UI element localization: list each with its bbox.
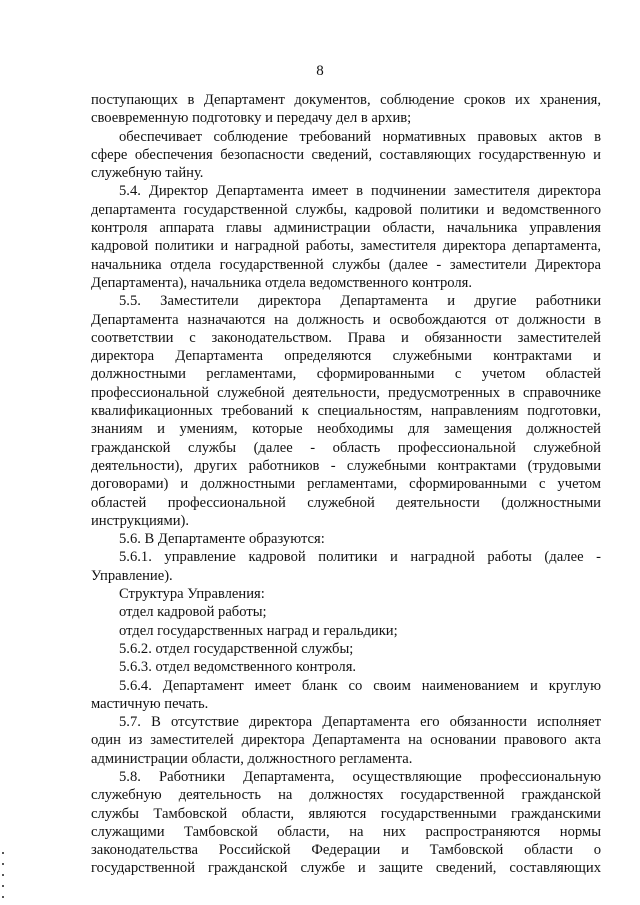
text-line: областей профессиональной служебной деятельности (должностными — [91, 494, 601, 511]
text-line: контроля аппарата главы администрации области, начальника управления — [91, 220, 601, 237]
text-line: должностными регламентами, сформированными с учетом областей — [91, 366, 601, 383]
text-line: 5.4. Директор Департамента имеет в подчинении заместителя директора — [119, 183, 601, 200]
text-line: Департамента), начальника отдела ведомственного контроля. — [91, 274, 472, 291]
text-line: законодательства Российской Федерации и Тамбовской области о — [91, 842, 601, 859]
text-line: гражданской службы (далее - область профессиональной служебной — [91, 439, 601, 456]
text-line: деятельности), других работников - служебными контрактами (трудовыми — [91, 457, 601, 474]
text-line: Управление). — [91, 567, 173, 584]
text-line: Структура Управления: — [119, 586, 265, 603]
text-line: профессиональной служебной деятельности, предусмотренных в справочнике — [91, 384, 601, 401]
text-line: 5.6.1. управление кадровой политики и наградной работы (далее - — [119, 549, 601, 566]
text-line: 5.5. Заместители директора Департамента и другие работники — [119, 293, 601, 310]
text-line: департамента государственной службы, кадровой политики и ведомственного — [91, 201, 601, 218]
scan-margin-marks — [2, 852, 6, 902]
text-line: поступающих в Департамент документов, соблюдение сроков их хранения, — [91, 92, 601, 108]
text-line: служащими Тамбовской области, на них распространяются нормы — [91, 823, 601, 840]
text-line: квалификационных требований к специальностям, направлениям подготовки, — [91, 403, 601, 420]
text-line: договорами) и должностными регламентами, сформированными с учетом — [91, 476, 601, 493]
text-line: 5.7. В отсутствие директора Департамента его обязанности исполняет — [119, 714, 601, 731]
text-line: обеспечивает соблюдение требований нормативных правовых актов в — [119, 128, 601, 145]
text-line: инструкциями). — [91, 512, 190, 529]
text-line: мастичную печать. — [91, 695, 209, 712]
text-line: директора Департамента определяются служебными контрактами и — [91, 348, 601, 365]
text-line: 5.6. В Департаменте образуются: — [119, 531, 325, 548]
text-line: кадровой политики и наградной работы, заместителя директора департамента, — [91, 238, 601, 255]
page-number: 8 — [316, 63, 324, 79]
text-line: отдел государственных наград и геральдики; — [119, 622, 398, 639]
text-line: 5.8. Работники Департамента, осуществляющие профессиональную — [119, 768, 601, 785]
text-line: Департамента назначаются на должность и освобождаются от должности в — [91, 311, 601, 328]
text-line: знаниям и умениям, которые необходимы для замещения должностей — [91, 421, 601, 438]
text-line: начальника отдела государственной службы (далее - заместители Директора — [91, 256, 601, 273]
text-line: 5.6.3. отдел ведомственного контроля. — [119, 659, 357, 676]
text-line: администрации области, должностного регламента. — [91, 750, 413, 767]
text-line: своевременную подготовку и передачу дел в архив; — [91, 110, 412, 127]
text-line: 5.6.4. Департамент имеет бланк со своим наименованием и круглую — [119, 677, 601, 694]
text-line: соответствии с законодательством. Права и обязанности заместителей — [91, 329, 601, 346]
text-line: отдел кадровой работы; — [119, 604, 267, 621]
text-line: служебную деятельность на должностях государственной гражданской — [91, 787, 601, 804]
text-line: государственной гражданской службе и защите сведений, составляющих — [91, 860, 601, 877]
text-line: сфере обеспечения безопасности сведений, составляющих государственную и — [91, 146, 601, 163]
text-line: службы Тамбовской области, являются государственными гражданскими — [91, 805, 601, 822]
body-text — [91, 91, 601, 878]
text-line: один из заместителей директора Департамента на основании правового акта — [91, 732, 601, 749]
text-line: служебную тайну. — [91, 165, 204, 182]
text-line: 5.6.2. отдел государственной службы; — [119, 640, 354, 657]
